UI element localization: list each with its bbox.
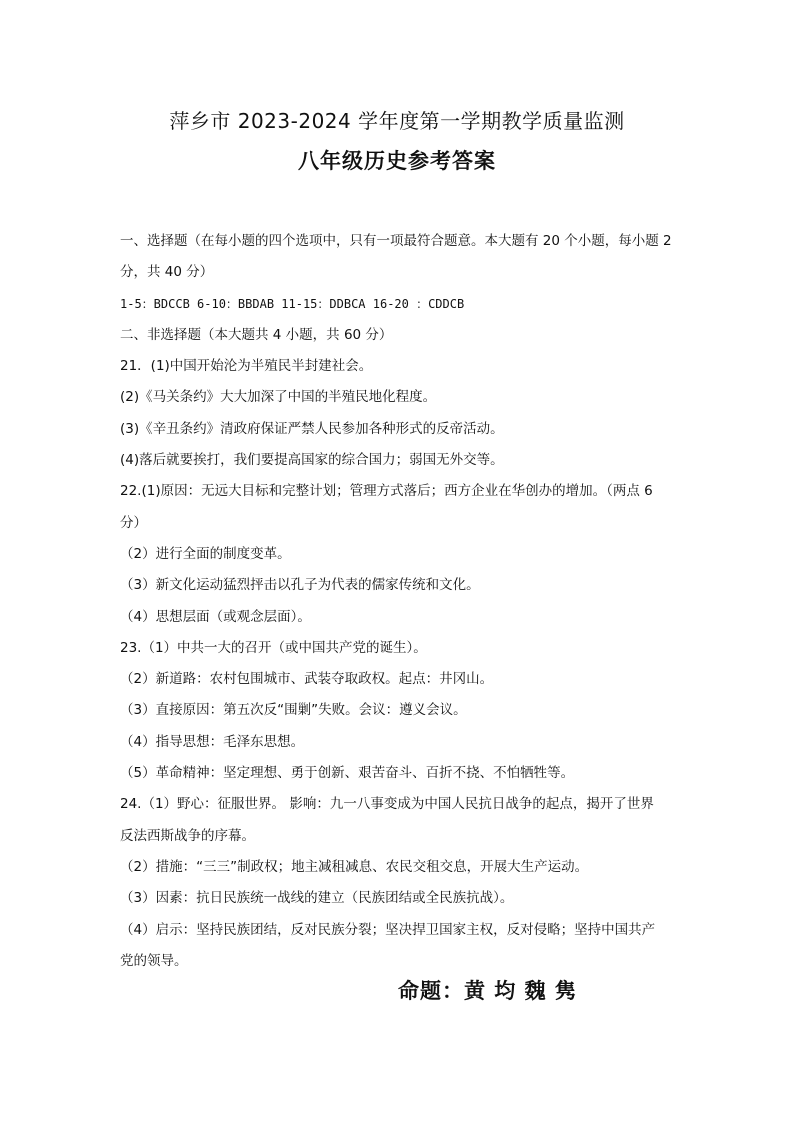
section-heading: 二、非选择题（本大题共 4 小题，共 60 分） xyxy=(120,326,393,343)
answer-line: （4）指导思想：毛泽东思想。 xyxy=(120,733,305,750)
answer-line: （3）直接原因：第五次反“围剿”失败。会议：遵义会议。 xyxy=(120,702,467,719)
answer-line: (2)《马关条约》大大加深了中国的半殖民地化程度。 xyxy=(120,389,437,406)
answer-line: （2）进行全面的制度变革。 xyxy=(120,545,291,562)
answer-line: （2）措施：“三三”制政权；地主减租减息、农民交租交息，开展大生产运动。 xyxy=(120,858,589,875)
answer-line: (4)落后就要挨打，我们要提高国家的综合国力；弱国无外交等。 xyxy=(120,452,504,469)
text-line: 一、选择题（在每小题的四个选项中，只有一项最符合题意。本大题有 20 个小题，每小题 2 xyxy=(120,233,672,249)
answer-line: (3)《辛丑条约》清政府保证严禁人民参加各种形式的反帝活动。 xyxy=(120,420,504,437)
answer-line: （4）启示：坚持民族团结，反对民族分裂；坚决捍卫国家主权，反对侵略；坚持中国共产 xyxy=(120,921,656,938)
answer-body xyxy=(120,226,680,977)
answer-line: 21．(1)中国开始沦为半殖民半封建社会。 xyxy=(120,358,373,375)
answer-line: 22.(1)原因：无远大目标和完整计划；管理方式落后；西方企业在华创办的增加。（两点 6 xyxy=(120,483,653,500)
answer-line: （2）新道路：农村包围城市、武装夺取政权。起点：井冈山。 xyxy=(120,671,494,688)
exam-title: 萍乡市 2023-2024 学年度第一学期教学质量监测 xyxy=(169,109,625,133)
answer-line: 反法西斯战争的序幕。 xyxy=(120,827,255,844)
choice-answers-line: 1-5：BDCCB 6-10：BBDAB 11-15：DDBCA 16-20 ：CDDCB xyxy=(120,296,465,311)
answer-line: 23.（1）中共一大的召开（或中国共产党的诞生）。 xyxy=(120,639,427,656)
answer-line: 24.（1）野心：征服世界。 影响：九一八事变成为中国人民抗日战争的起点，揭开了世界 xyxy=(120,796,654,813)
answer-line: （4）思想层面（或观念层面）。 xyxy=(120,608,311,625)
answer-line: 分） xyxy=(120,514,147,531)
text-line: 分，共 40 分） xyxy=(120,264,214,281)
answer-key-title: 八年级历史参考答案 xyxy=(298,149,496,173)
answer-line: （5）革命精神：坚定理想、勇于创新、艰苦奋斗、百折不挠、不怕牺牲等。 xyxy=(120,765,575,782)
author-signature: 命题：黄 均 魏 隽 xyxy=(398,979,577,1003)
answer-line: 党的领导。 xyxy=(120,952,188,969)
answer-line: （3）新文化运动猛烈抨击以孔子为代表的儒家传统和文化。 xyxy=(120,577,480,594)
answer-line: （3）因素：抗日民族统一战线的建立（民族团结或全民族抗战）。 xyxy=(120,890,514,907)
